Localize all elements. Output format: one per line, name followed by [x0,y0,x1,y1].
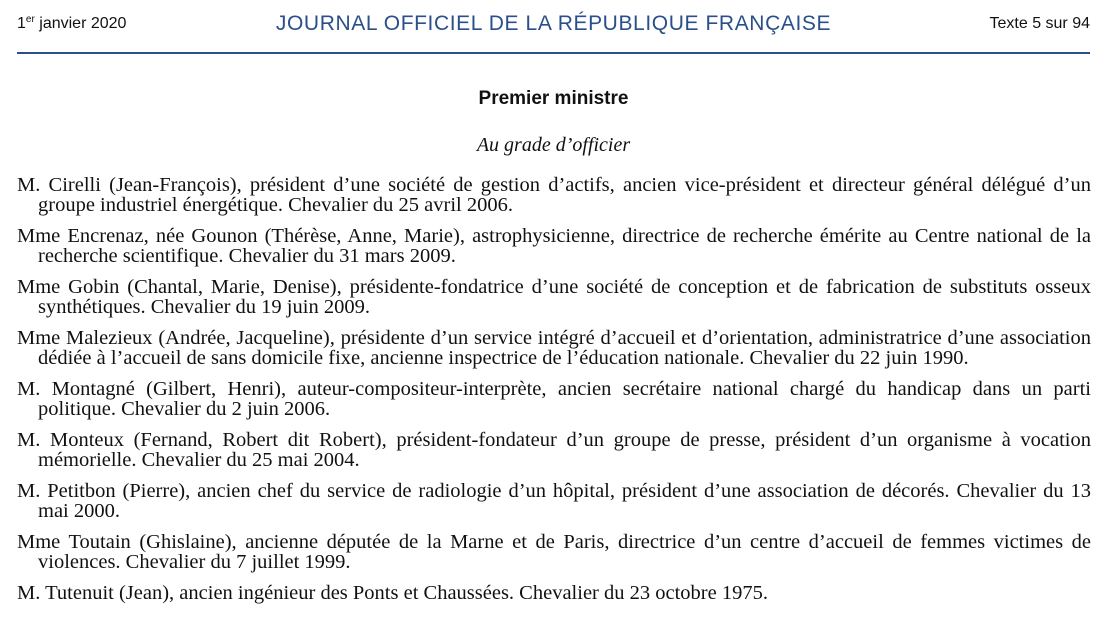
nomination-list [17,175,1091,614]
nomination-entry: M. Montagné (Gilbert, Henri), auteur-compositeur-interprète, ancien secrétaire national chargé du handicap dans un parti politique. Chevalier du 2 juin 2006. [17,378,1091,420]
page-header [0,0,1107,58]
nomination-entry: M. Tutenuit (Jean), ancien ingénieur des Ponts et Chaussées. Chevalier du 23 octobre 1975. [17,582,768,604]
header-date-superscript: er [25,14,35,25]
ministry-heading: Premier ministre [478,88,629,109]
nomination-entry: Mme Gobin (Chantal, Marie, Denise), présidente-fondatrice d’une société de conception et de fabrication de substituts osseux synthétiques. Chevalier du 19 juin 2009. [17,276,1091,318]
nomination-entry: Mme Toutain (Ghislaine), ancienne députée de la Marne et de Paris, directrice d’un centre d’accueil de femmes victimes de violences. Chevalier du 7 juillet 1999. [17,531,1091,573]
nomination-entry: Mme Malezieux (Andrée, Jacqueline), présidente d’un service intégré d’accueil et d’orientation, administratrice d’une association dédiée à l’accueil de sans domicile fixe, ancienne inspectrice de l’éducation nationale. Chevalier du 22 juin 1990. [17,327,1091,369]
nomination-entry: M. Petitbon (Pierre), ancien chef du service de radiologie d’un hôpital, président d’une association de décorés. Chevalier du 13 mai 2000. [17,480,1091,522]
nomination-entry: M. Cirelli (Jean-François), président d’une société de gestion d’actifs, ancien vice-président et directeur général délégué d’un groupe industriel énergétique. Chevalier du 25 avril 2006. [17,174,1091,216]
nomination-entry: M. Monteux (Fernand, Robert dit Robert), président-fondateur d’un groupe de presse, président d’un organisme à vocation mémorielle. Chevalier du 25 mai 2004. [17,429,1091,471]
nomination-entry: Mme Encrenaz, née Gounon (Thérèse, Anne, Marie), astrophysicienne, directrice de recherche émérite au Centre national de la recherche scientifique. Chevalier du 31 mars 2009. [17,225,1091,267]
header-date-rest: janvier 2020 [34,15,127,32]
header-date-day: 1 [17,15,26,32]
grade-heading: Au grade d’officier [476,134,631,156]
text-page-reference: Texte 5 sur 94 [989,15,1090,32]
journal-title: JOURNAL OFFICIEL DE LA RÉPUBLIQUE FRANÇAISE [275,12,832,35]
header-rule [17,52,1090,54]
